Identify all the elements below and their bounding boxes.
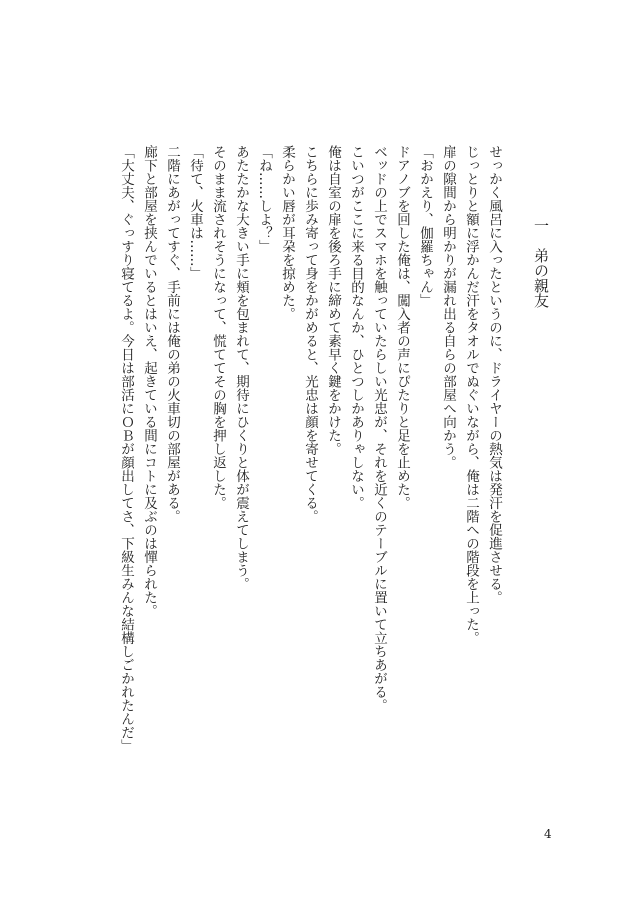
paragraph: そのまま流されそうになって、慌ててその胸を押し返した。 <box>210 145 226 510</box>
paragraph: 二階にあがってすぐ、手前には俺の弟の火車切の部屋がある。 <box>164 145 180 523</box>
paragraph: こちらに歩み寄って身をかがめると、光忠は顔を寄せてくる。 <box>302 145 318 523</box>
paragraph: 柔らかい唇が耳朶を掠めた。 <box>279 145 295 321</box>
body-text <box>114 145 505 785</box>
paragraph: ベッドの上でスマホを触っていたらしい光忠が、それを近くのテーブルに置いて立ちあがる。 <box>371 145 387 712</box>
paragraph: ドアノブを回した俺は、闖入者の声にぴたりと足を止めた。 <box>394 145 410 510</box>
paragraph: じっとりと額に浮かんだ汗をタオルでぬぐいながら、俺は二階への階段を上った。 <box>463 145 479 645</box>
paragraph: せっかく風呂に入ったというのに、ドライヤーの熱気は発汗を促進させる。 <box>486 145 502 604</box>
paragraph: 扉の隙間から明かりが漏れ出る自らの部屋へ向かう。 <box>440 145 456 469</box>
page-number: 4 <box>544 827 552 841</box>
paragraph: 「おかえり、伽羅ちゃん」 <box>417 145 433 307</box>
paragraph: 「大丈夫、ぐっすり寝てるよ。今日は部活にＯＢが顔出してさ、下級生みんな結構しごかれたんだ」 <box>118 145 134 753</box>
paragraph: あたたかな大きい手に頬を包まれて、期待にひくりと体が震えてしまう。 <box>233 145 249 591</box>
chapter-title: 一 弟の親友 <box>532 218 550 308</box>
paragraph: 廊下と部屋を挟んでいるとはいえ、起きている間にコトに及ぶのは憚られた。 <box>141 145 157 618</box>
paragraph: 俺は自室の扉を後ろ手に締めて素早く鍵をかけた。 <box>325 145 341 456</box>
paragraph: 「ね……しよ？」 <box>256 145 272 253</box>
paragraph: こいつがここに来る目的なんか、ひとつしかありゃしない。 <box>348 145 364 510</box>
paragraph: 「待て、火車は……」 <box>187 145 203 280</box>
